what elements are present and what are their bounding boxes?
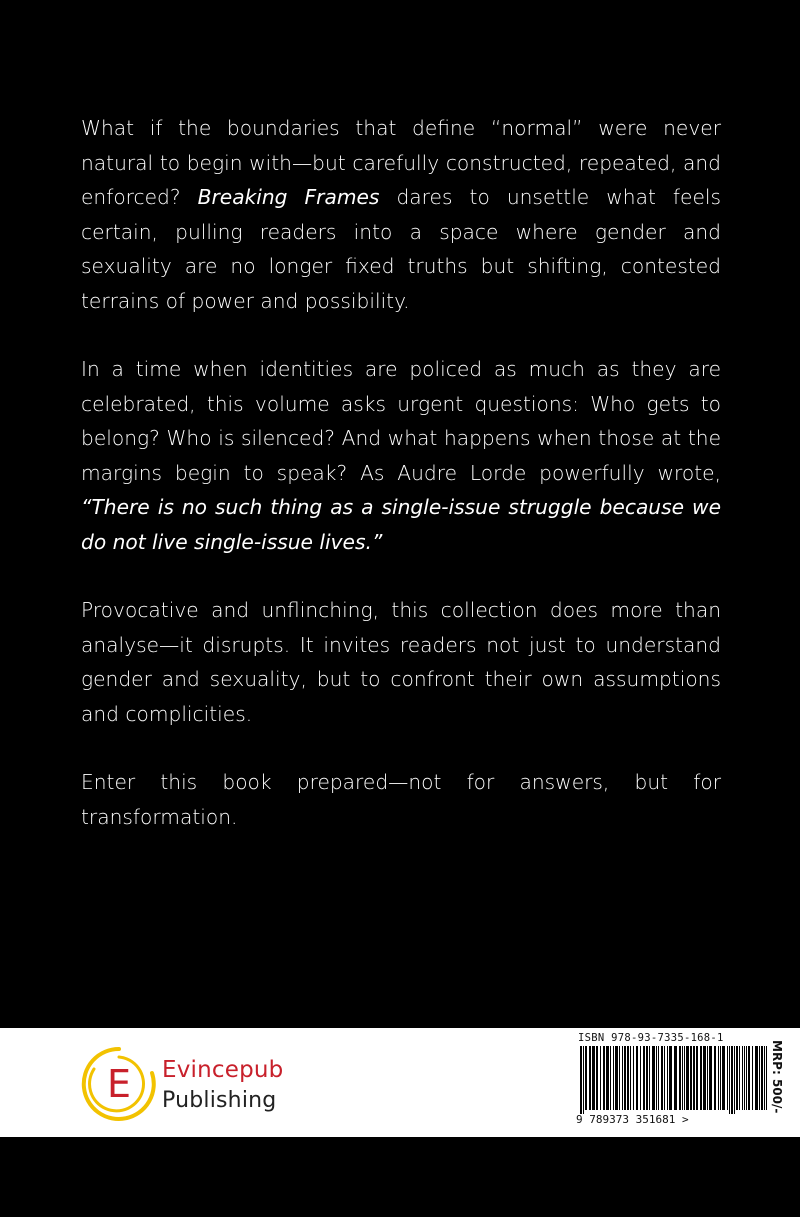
barcode-bar <box>589 1046 591 1110</box>
barcode-bar <box>603 1046 605 1110</box>
barcode-bar <box>669 1046 672 1110</box>
blurb-p1-text-b: dares to unsettle what feels certain, pulling readers into a space where gender and sexuality are no longer fixed truths but shifting, contested terrains of power and possibility. <box>81 185 721 313</box>
barcode-bar <box>636 1046 638 1110</box>
barcode-bar <box>755 1046 758 1110</box>
barcode-bar <box>664 1046 665 1110</box>
isbn-barcode <box>576 1032 796 1132</box>
barcode-bar <box>729 1046 730 1114</box>
barcode-bar <box>624 1046 626 1110</box>
barcode-bar <box>684 1046 685 1110</box>
barcode-bar <box>693 1046 695 1110</box>
barcode-bar <box>727 1046 728 1110</box>
barcode-bar <box>627 1046 629 1110</box>
barcode-bar <box>734 1046 735 1114</box>
barcode-bar <box>690 1046 692 1110</box>
book-title-mention: Breaking Frames <box>197 185 380 209</box>
barcode-bar <box>606 1046 609 1110</box>
barcode-bar <box>709 1046 712 1110</box>
barcode-bar <box>592 1046 595 1110</box>
barcode-bar <box>643 1046 645 1110</box>
barcode-bar <box>658 1046 659 1110</box>
blurb-p1-text-a: What if the boundaries that define “normal” were never natural to begin with—but carefully constructed, repeated, and enforced? <box>81 116 721 209</box>
back-cover-blurb <box>81 111 721 868</box>
barcode-bar <box>748 1046 750 1110</box>
barcode-bar <box>640 1046 641 1110</box>
barcode-bar <box>700 1046 702 1110</box>
barcode-bar <box>718 1046 719 1110</box>
isbn-label: ISBN 978-93-7335-168-1 <box>578 1032 724 1044</box>
logo-letter: E <box>106 1062 132 1106</box>
barcode-bar <box>752 1046 753 1110</box>
barcode-bar <box>585 1046 587 1110</box>
barcode-bar <box>596 1046 598 1110</box>
barcode-bar <box>610 1046 611 1110</box>
barcode-bar <box>674 1046 677 1110</box>
blurb-paragraph-4: Enter this book prepared—not for answers, but for transformation. <box>81 770 721 829</box>
barcode-bar <box>686 1046 689 1110</box>
barcode-bar <box>739 1046 740 1110</box>
barcode-bar <box>649 1046 650 1110</box>
barcode-bar <box>667 1046 668 1110</box>
barcode-bar <box>731 1046 733 1114</box>
blurb-paragraph-2 <box>81 352 721 559</box>
barcode-bar <box>679 1046 681 1110</box>
publisher-logo <box>80 1045 340 1125</box>
barcode-bar <box>652 1046 655 1110</box>
barcode-bar <box>703 1046 706 1110</box>
barcode-bar <box>742 1046 743 1110</box>
barcode-bar <box>622 1046 623 1110</box>
barcode-bar <box>696 1046 698 1110</box>
barcode-bars <box>576 1046 776 1114</box>
barcode-bar <box>720 1046 721 1110</box>
barcode-bar <box>761 1046 763 1110</box>
publisher-logo-mark-icon <box>80 1045 158 1123</box>
blurb-paragraph-1 <box>81 111 721 318</box>
price-text: MRP: 500/- <box>770 1040 784 1114</box>
barcode-bar <box>630 1046 631 1110</box>
barcode-bar <box>656 1046 657 1110</box>
barcode-bar <box>583 1046 584 1114</box>
barcode-bar <box>619 1046 620 1110</box>
publisher-subtitle: Publishing <box>162 1088 277 1113</box>
barcode-bar <box>744 1046 745 1110</box>
price-label <box>764 1040 792 1130</box>
barcode-bar <box>633 1046 634 1110</box>
barcode-bar <box>615 1046 618 1110</box>
barcode-bar <box>580 1046 582 1114</box>
barcode-bar <box>714 1046 716 1110</box>
barcode-bar <box>736 1046 738 1110</box>
barcode-bar <box>707 1046 708 1110</box>
barcode-bar <box>759 1046 760 1110</box>
audre-lorde-quote: “There is no such thing as a single-issue struggle because we do not live single-issue lives.” <box>81 495 721 554</box>
barcode-bar <box>600 1046 601 1110</box>
barcode-bar <box>722 1046 725 1110</box>
barcode-bar <box>613 1046 614 1110</box>
barcode-bar <box>682 1046 683 1110</box>
blurb-p2-text: In a time when identities are policed as much as they are celebrated, this volume asks urgent questions: Who gets to belong? Who is silenced? And what happens when those at the margins begin to speak? As Audre Lorde powerfully wrote, <box>81 357 721 485</box>
barcode-digits: 9 789373 351681 > <box>576 1113 689 1126</box>
publisher-name: Evincepub <box>162 1057 284 1083</box>
barcode-bar <box>646 1046 648 1110</box>
blurb-paragraph-3: Provocative and unflinching, this collection does more than analyse—it disrupts. It invites readers not just to understand gender and sexuality, but to confront their own assumptions and complicities. <box>81 598 721 726</box>
barcode-bar <box>661 1046 663 1110</box>
barcode-bar <box>746 1046 747 1110</box>
